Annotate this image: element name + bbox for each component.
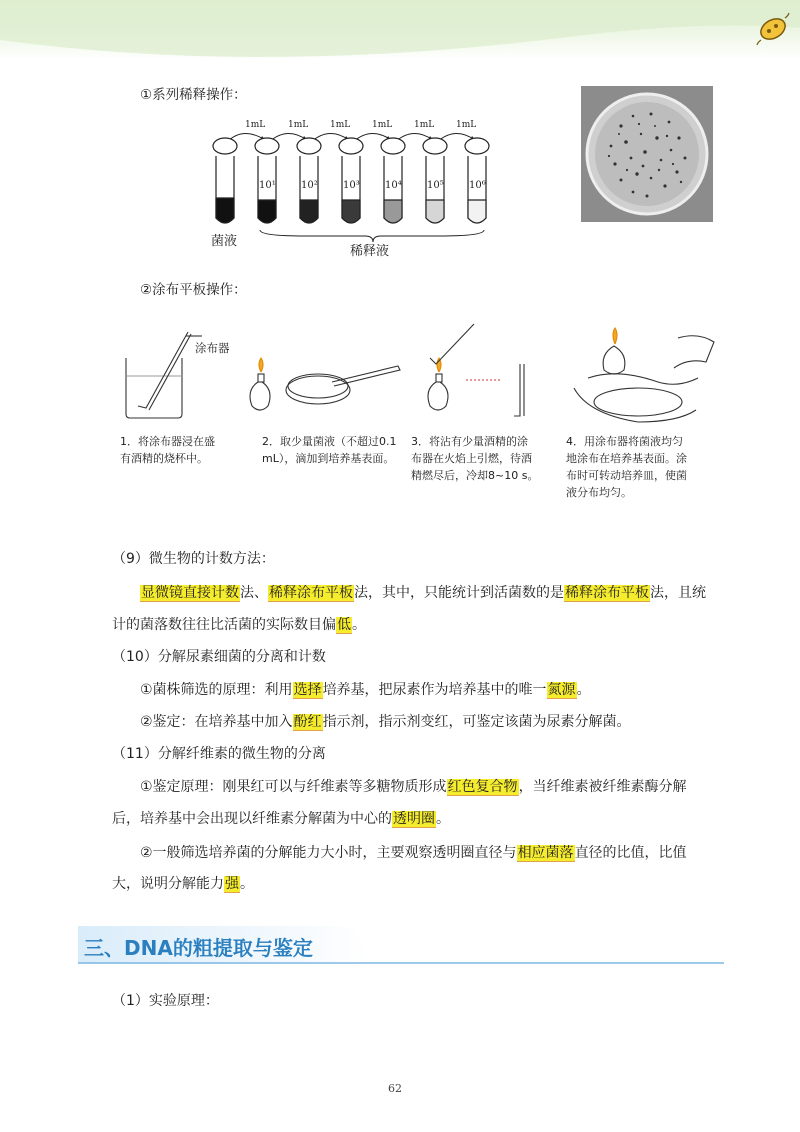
- tube-label: 10³: [343, 180, 360, 191]
- step-1-text: [120, 433, 255, 467]
- step-line: 精燃尽后，冷却8~10 s。: [411, 469, 539, 482]
- step-line: 液分布均匀。: [566, 486, 632, 499]
- sec11-line-b: [112, 808, 450, 828]
- text: 大，说明分解能力: [112, 876, 224, 892]
- sec10-line-b: [140, 711, 631, 731]
- text: 计的菌落数往往比活菌的实际数目偏: [112, 617, 336, 633]
- tube-label: 10¹: [259, 180, 276, 191]
- text: 。: [240, 876, 254, 892]
- tube-label: 10²: [301, 180, 318, 191]
- highlight: 显微镜直接计数: [141, 585, 239, 601]
- sec9-heading: （9）微生物的计数方法：: [112, 551, 275, 567]
- text: 。: [576, 682, 591, 698]
- sec11-line-d: [112, 873, 254, 893]
- highlight: 稀释涂布平板: [269, 585, 353, 601]
- text: 培养基，把尿素作为培养基中的唯一: [322, 682, 547, 698]
- step-line: 4．用涂布器将菌液均匀: [566, 435, 683, 448]
- section-title: 三、DNA的粗提取与鉴定: [84, 936, 313, 960]
- text: ①鉴定原理：刚果红可以与纤维素等多糖物质形成: [140, 779, 447, 795]
- bacterium-logo-icon: [756, 12, 790, 46]
- dilution-label: 稀释液: [350, 244, 390, 259]
- step-line: 布器在火焰上引燃，待酒: [411, 452, 532, 465]
- text: 法，其中，只能统计到活菌数的是: [354, 585, 564, 601]
- petri-dish-photo: [581, 86, 713, 222]
- highlight: 红色复合物: [447, 779, 518, 795]
- section3-sub1: （1）实验原理：: [112, 993, 219, 1009]
- text: ，当纤维素被纤维素酶分解: [518, 779, 687, 795]
- step-line: 布时可转动培养皿，使菌: [566, 469, 687, 482]
- text: 法，且统: [650, 585, 706, 601]
- tube-label: 10⁵: [427, 180, 444, 191]
- step-line: mL），滴加到培养基表面。: [262, 452, 395, 465]
- text: 法、: [240, 585, 268, 601]
- highlight: 相应菌落: [517, 845, 574, 861]
- step-line: 2．取少量菌液（不超过0.1: [262, 435, 397, 448]
- tube-label: 10⁴: [385, 180, 402, 191]
- spread-plate-diagram: [118, 318, 718, 430]
- transfer-label: 1mL: [245, 120, 266, 130]
- text: 直径的比值，比值: [574, 845, 687, 861]
- step-4-text: [566, 433, 716, 501]
- header-curve: [0, 0, 800, 70]
- highlight: 酚红: [293, 714, 322, 730]
- highlight: 稀释涂布平板: [565, 585, 649, 601]
- highlight: 低: [337, 617, 351, 633]
- text: 。: [352, 617, 366, 633]
- step-line: 有酒精的烧杯中。: [120, 452, 208, 465]
- step-line: 3．将沾有少量酒精的涂: [411, 435, 528, 448]
- step-line: 1．将涂布器浸在盛: [120, 435, 215, 448]
- stock-label: 菌液: [211, 234, 238, 249]
- step-line: 地涂布在培养基表面。涂: [566, 452, 687, 465]
- sec9-line2: [112, 614, 366, 634]
- spreader-label: 涂布器: [195, 341, 230, 355]
- sec11-line-a: [140, 776, 687, 796]
- sec10-line-a: [140, 679, 591, 699]
- step-2-text: [262, 433, 407, 467]
- transfer-label: 1mL: [414, 120, 435, 130]
- tube-label: 10⁶: [469, 180, 486, 191]
- text: ②一般筛选培养菌的分解能力大小时，主要观察透明圈直径与: [140, 845, 517, 861]
- highlight: 氮源: [547, 682, 576, 698]
- sec11-line-c: [140, 842, 687, 862]
- highlight: 透明圈: [393, 811, 435, 827]
- text: 指示剂，指示剂变红，可鉴定该菌为尿素分解菌。: [322, 714, 631, 730]
- sec9-line1: [140, 582, 706, 602]
- figure1-caption: ①系列稀释操作：: [140, 87, 247, 103]
- sec11-heading: （11）分解纤维素的微生物的分离: [112, 746, 326, 762]
- transfer-label: 1mL: [456, 120, 477, 130]
- highlight: 强: [225, 876, 239, 892]
- text: ①菌株筛选的原理：利用: [140, 682, 293, 698]
- page-number: 62: [388, 1082, 402, 1095]
- transfer-label: 1mL: [330, 120, 351, 130]
- transfer-label: 1mL: [372, 120, 393, 130]
- text: ②鉴定：在培养基中加入: [140, 714, 293, 730]
- highlight: 选择: [293, 682, 322, 698]
- text: 后，培养基中会出现以纤维素分解菌为中心的: [112, 811, 392, 827]
- step-3-text: [411, 433, 556, 484]
- sec10-heading: （10）分解尿素细菌的分离和计数: [112, 649, 326, 665]
- text: 。: [436, 811, 450, 827]
- figure2-caption: ②涂布平板操作：: [140, 282, 247, 298]
- transfer-label: 1mL: [288, 120, 309, 130]
